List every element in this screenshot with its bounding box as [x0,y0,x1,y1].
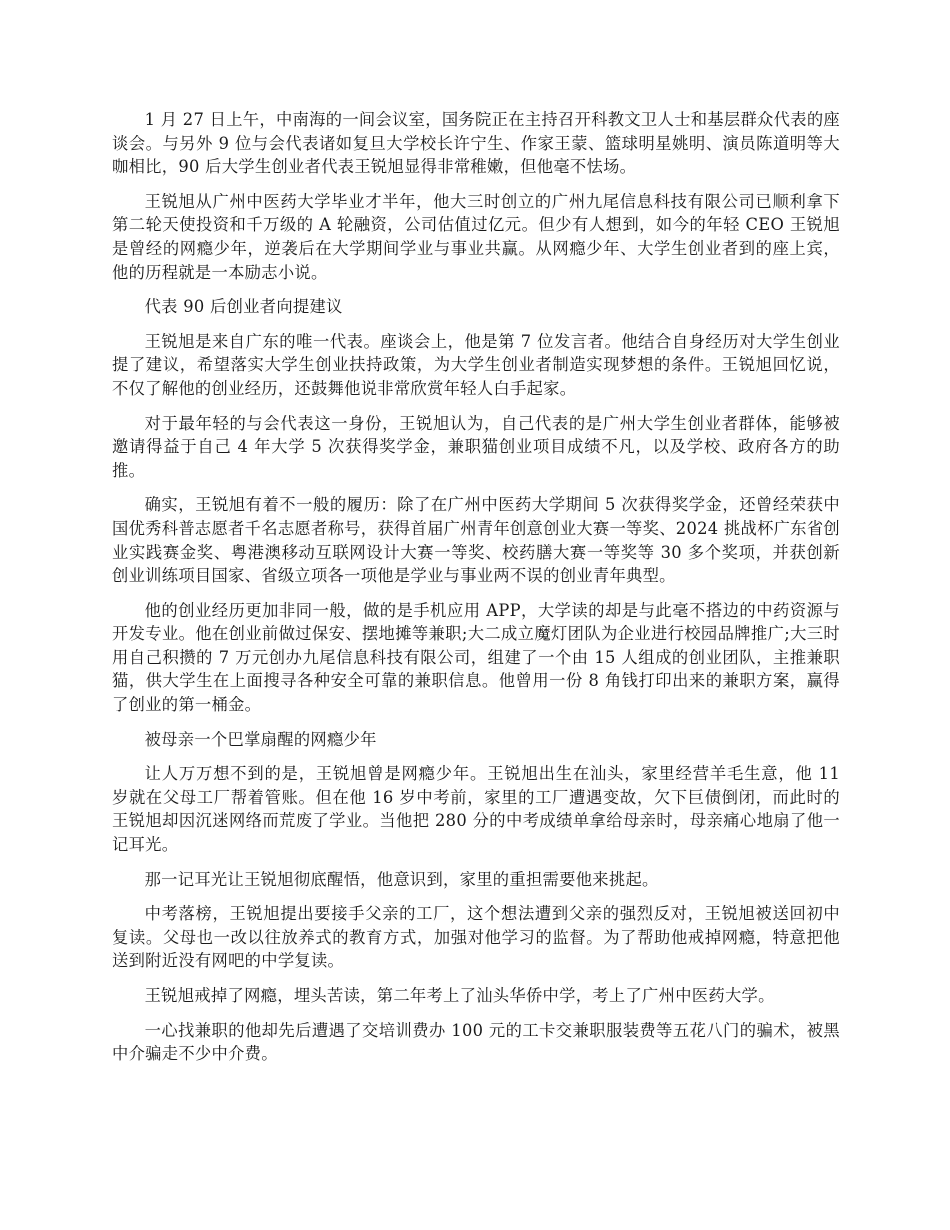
paragraph-university: 王锐旭戒掉了网瘾，埋头苦读，第二年考上了汕头华侨中学，考上了广州中医药大学。 [144,986,775,1005]
paragraph-awakening: 那一记耳光让王锐旭彻底醒悟，他意识到，家里的重担需要他来挑起。 [144,869,659,889]
section-heading-suggestions: 代表 90 后创业者向提建议 [144,297,343,317]
paragraph-youngest-delegate: 对于最年轻的与会代表这一身份，王锐旭认为，自己代表的是广州大学生创业者群体，能够被邀请得益于自己 4 年大学 5 次获得奖学金，兼职猫创业项目成绩不凡，以及学校、政府各方的助推。 [112,413,840,480]
paragraph-speech: 王锐旭是来自广东的唯一代表。座谈会上，他是第 7 位发言者。他结合自身经历对大学生创业提了建议，希望落实大学生创业扶持政策，为大学生创业者制造实现梦想的条件。王锐旭回忆说，不仅了解他的创业经历，还鼓舞他说非常欣赏年轻人白手起家。 [112,331,840,398]
paragraph-company-background: 王锐旭从广州中医药大学毕业才半年，他大三时创立的广州九尾信息科技有限公司已顺利拿下第二轮天使投资和千万级的 A 轮融资，公司估值过亿元。但少有人想到，如今的年轻 CEO 王锐旭是曾经的网瘾少年，逆袭后在大学期间学业与事业共赢。从网瘾少年、大学生创业者到的座上宾，他的历程就是一本励志小说。 [112,191,840,282]
paragraph-addiction-story: 让人万万想不到的是，王锐旭曾是网瘾少年。王锐旭出生在汕头，家里经营羊毛生意，他 11 岁就在父母工厂帮着管账。但在他 16 岁中考前，家里的工厂遭遇变故，欠下巨债倒闭，而此时的王锐旭却因沉迷网络而荒废了学业。当他把 280 分的中考成绩单拿给母亲时，母亲痛心地扇了他一记耳光。 [112,764,840,855]
paragraph-scams: 一心找兼职的他却先后遭遇了交培训费办 100 元的工卡交兼职服装费等五花八门的骗术，被黑中介骗走不少中介费。 [112,1020,840,1064]
section-heading-internet-addiction: 被母亲一个巴掌扇醒的网瘾少年 [144,729,377,749]
paragraph-startup-experience: 他的创业经历更加非同一般，做的是手机应用 APP，大学读的却是与此毫不搭边的中药资源与开发专业。他在创业前做过保安、摆地摊等兼职;大二成立魔灯团队为企业进行校园品牌推广;大三时用自己积攒的 7 万元创办九尾信息科技有限公司，组建了一个由 15 人组成的创业团队，主推兼职猫，供大学生在上面搜寻各种安全可靠的兼职信息。他曾用一份 8 角钱打印出来的兼职方案，赢得了创业的第一桶金。 [112,600,840,715]
paragraph-repeat-school: 中考落榜，王锐旭提出要接手父亲的工厂，这个想法遭到父亲的强烈反对，王锐旭被送回初中复读。父母也一改以往放养式的教育方式，加强对他学习的监督。为了帮助他戒掉网瘾，特意把他送到附近没有网吧的中学复读。 [112,904,840,971]
paragraph-meeting-intro: 1 月 27 日上午，中南海的一间会议室，国务院正在主持召开科教文卫人士和基层群众代表的座谈会。与另外 9 位与会代表诸如复旦大学校长许宁生、作家王蒙、篮球明星姚明、演员陈道明等大咖相比，90 后大学生创业者代表王锐旭显得非常稚嫩，但他毫不怯场。 [112,110,840,177]
article-body [112,108,840,1077]
paragraph-awards: 确实，王锐旭有着不一般的履历：除了在广州中医药大学期间 5 次获得奖学金，还曾经荣获中国优秀科普志愿者千名志愿者称号，获得首届广州青年创意创业大赛一等奖、2024 挑战杯广东省创业实践赛金奖、粤港澳移动互联网设计大赛一等奖、校药膳大赛一等奖等 30 多个奖项，并获创新创业训练项目国家、省级立项各一项他是学业与事业两不误的创业青年典型。 [112,495,840,586]
